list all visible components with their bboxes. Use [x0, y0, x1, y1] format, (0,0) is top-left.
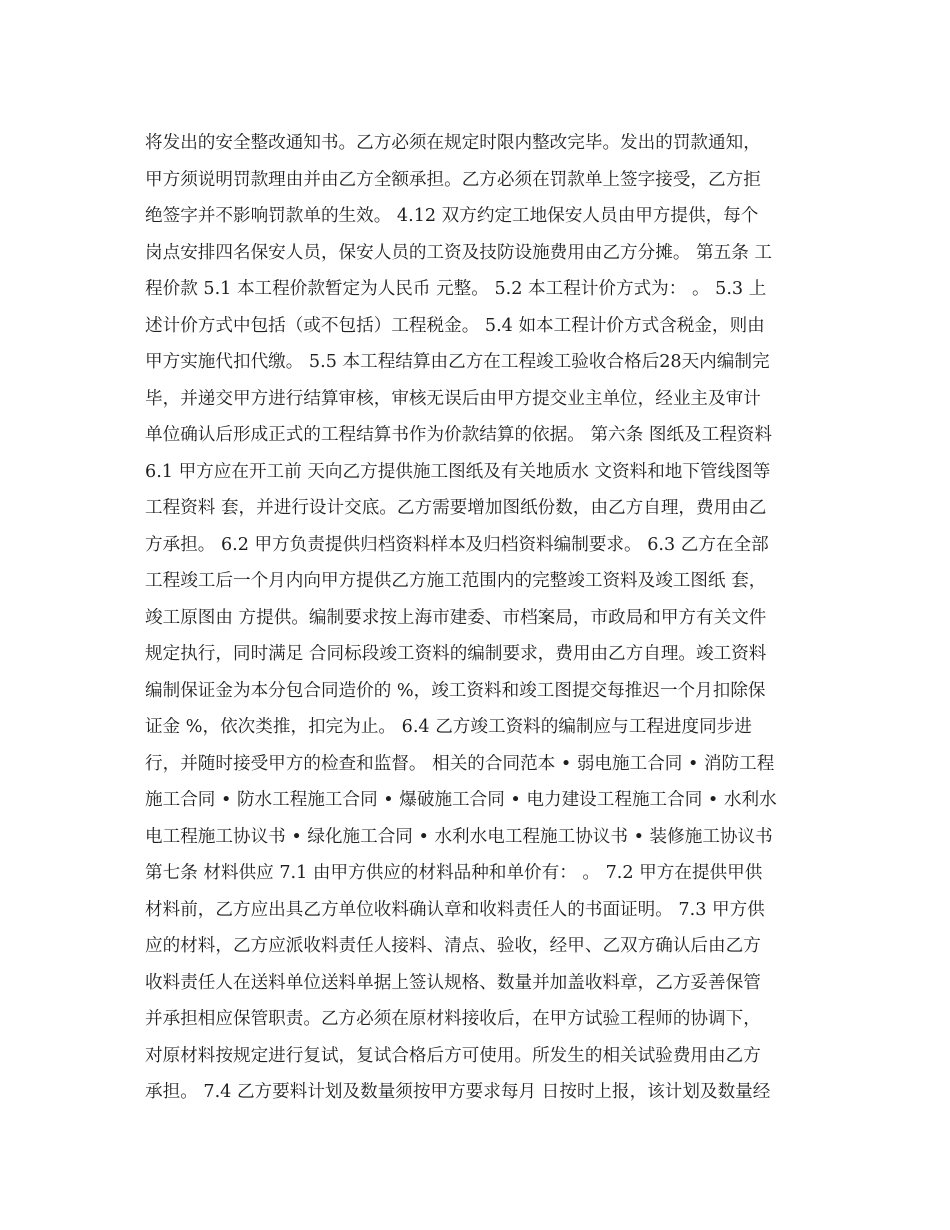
text-line-1: 将发出的安全整改通知书。乙方必须在规定时限内整改完毕。发出的罚款通知，	[145, 133, 761, 153]
text-line-12: 方承担。 6.2 甲方负责提供归档资料样本及归档资料编制要求。 6.3 乙方在全部	[145, 534, 769, 555]
text-line-4: 岗点安排四名保安人员，保安人员的工资及技防设施费用由乙方分摊。 第五条 工	[145, 242, 772, 263]
text-line-11: 工程资料 套，并进行设计交底。乙方需要增加图纸份数，由乙方自理，费用由乙	[145, 498, 767, 518]
text-line-20: 电工程施工协议书 • 绿化施工合同 • 水利水电工程施工协议书 • 装修施工协议书	[145, 826, 773, 847]
text-line-9: 单位确认后形成正式的工程结算书作为价款结算的依据。 第六条 图纸及工程资料	[145, 425, 772, 445]
text-line-19: 施工合同 • 防水工程施工合同 • 爆破施工合同 • 电力建设工程施工合同 • 水利水	[145, 790, 777, 810]
text-line-2: 甲方须说明罚款理由并由乙方全额承担。乙方必须在罚款单上签字接受，乙方拒	[145, 169, 761, 190]
text-line-17: 证金 %，依次类推，扣完为止。 6.4 乙方竣工资料的编制应与工程进度同步进	[145, 717, 752, 737]
text-line-23: 应的材料，乙方应派收料责任人接料、清点、验收，经甲、乙双方确认后由乙方	[145, 936, 761, 956]
text-line-21: 第七条 材料供应 7.1 由甲方供应的材料品种和单价有： 。 7.2 甲方在提供甲供	[145, 863, 763, 883]
text-line-7: 甲方实施代扣代缴。 5.5 本工程结算由乙方在工程竣工验收合格后28天内编制完	[145, 352, 770, 372]
text-line-13: 工程竣工后一个月内向甲方提供乙方施工范围内的完整竣工资料及竣工图纸 套，	[145, 571, 767, 591]
text-line-10: 6.1 甲方应在开工前 天向乙方提供施工图纸及有关地质水 文资料和地下管线图等	[145, 461, 771, 482]
text-line-3: 绝签字并不影响罚款单的生效。 4.12 双方约定工地保安人员由甲方提供，每个	[145, 206, 759, 226]
text-line-22: 材料前，乙方应出具乙方单位收料确认章和收料责任人的书面证明。 7.3 甲方供	[145, 899, 765, 920]
text-line-15: 规定执行，同时满足 合同标段竣工资料的编制要求，费用由乙方自理。竣工资料	[145, 644, 767, 664]
text-line-18: 行，并随时接受甲方的检查和监督。 相关的合同范本 • 弱电施工合同 • 消防工程	[145, 753, 775, 774]
text-line-14: 竣工原图由 方提供。编制要求按上海市建委、市档案局，市政局和甲方有关文件	[145, 607, 767, 628]
text-line-27: 承担。 7.4 乙方要料计划及数量须按甲方要求每月 日按时上报，该计划及数量经	[145, 1082, 771, 1102]
text-line-26: 对原材料按规定进行复试，复试合格后方可使用。所发生的相关试验费用由乙方	[145, 1045, 761, 1066]
text-line-24: 收料责任人在送料单位送料单据上签认规格、数量并加盖收料章，乙方妥善保管	[145, 972, 761, 993]
document-body-text	[145, 125, 815, 1111]
text-line-6: 述计价方式中包括（或不包括）工程税金。 5.4 如本工程计价方式含税金，则由	[145, 315, 765, 336]
text-line-5: 程价款 5.1 本工程价款暂定为人民币 元整。 5.2 本工程计价方式为： 。 5.3 上	[145, 279, 767, 299]
text-line-16: 编制保证金为本分包合同造价的 %，竣工资料和竣工图提交每推迟一个月扣除保	[145, 680, 766, 701]
text-line-8: 毕，并递交甲方进行结算审核，审核无误后由甲方提交业主单位，经业主及审计	[145, 388, 761, 409]
text-line-25: 并承担相应保管职责。乙方必须在原材料接收后，在甲方试验工程师的协调下，	[145, 1009, 761, 1029]
